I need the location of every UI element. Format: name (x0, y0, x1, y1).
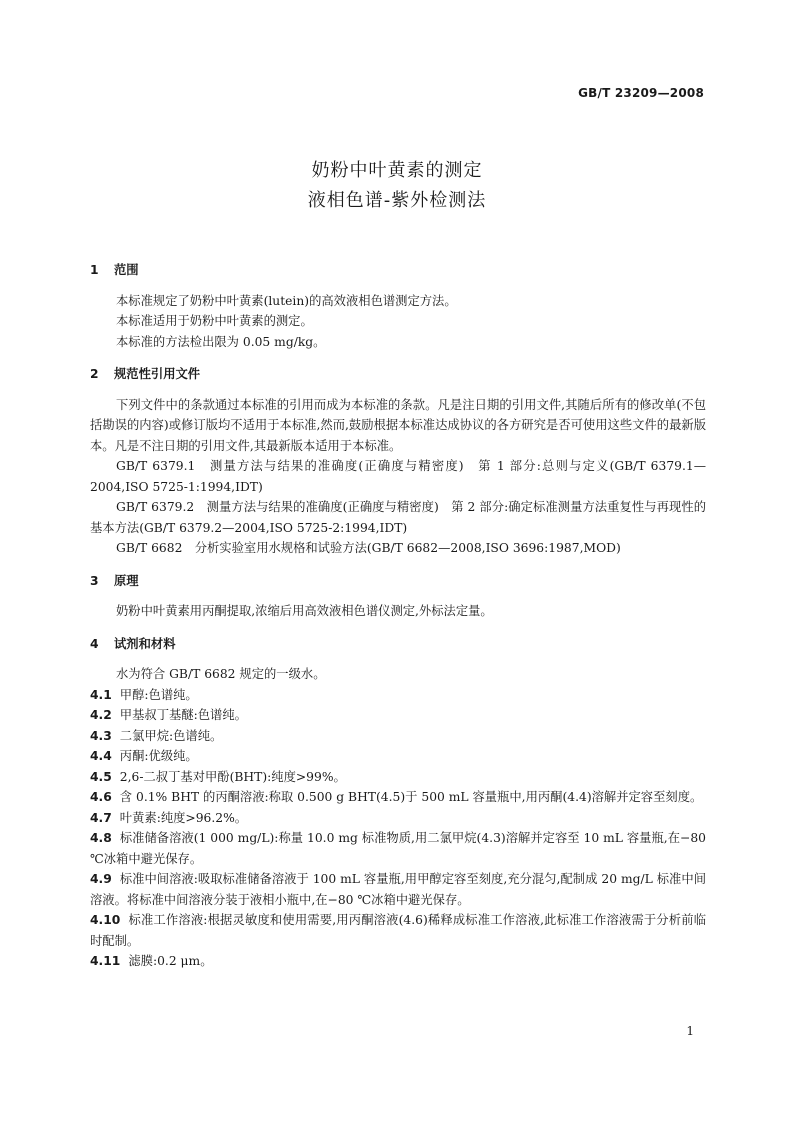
item-number: 4.8 (90, 831, 112, 845)
list-item (90, 787, 706, 808)
paragraph: 本标准适用于奶粉中叶黄素的测定。 (116, 314, 313, 328)
section-title: 原理 (114, 573, 139, 588)
reference-entry: GB/T 6379.1 测量方法与结果的准确度(正确度与精密度) 第 1 部分:总则与定义(GB/T 6379.1—2004,ISO 5725-1:1994,IDT) (90, 459, 706, 494)
section-number: 2 (90, 367, 99, 381)
standard-code: GB/T 23209—2008 (578, 86, 704, 100)
item-text: 甲基叔丁基醚:色谱纯。 (119, 708, 247, 722)
document-body (90, 260, 706, 972)
list-item (90, 685, 706, 706)
item-number: 4.11 (90, 954, 121, 968)
item-text: 标准储备溶液(1 000 mg/L):称量 10.0 mg 标准物质,用二氯甲烷(4.3)溶解并定容至 10 mL 容量瓶,在−80 ℃冰箱中避光保存。 (90, 831, 706, 866)
paragraph: 奶粉中叶黄素用丙酮提取,浓缩后用高效液相色谱仪测定,外标法定量。 (116, 604, 493, 618)
item-number: 4.6 (90, 790, 112, 804)
item-text: 2,6-二叔丁基对甲酚(BHT):纯度>99%。 (119, 769, 346, 784)
list-item (90, 910, 706, 951)
section-title: 范围 (114, 263, 139, 277)
list-item (90, 808, 706, 829)
list-item (90, 726, 706, 747)
list-item (90, 705, 706, 726)
list-item (90, 746, 706, 767)
document-subtitle: 液相色谱-紫外检测法 (307, 190, 487, 211)
item-number: 4.3 (90, 728, 112, 743)
list-item (90, 767, 706, 788)
item-number: 4.1 (90, 687, 112, 702)
list-item (90, 828, 706, 869)
paragraph: 水为符合 GB/T 6682 规定的一级水。 (116, 667, 326, 681)
section-number: 4 (90, 636, 99, 651)
document-title: 奶粉中叶黄素的测定 (311, 160, 483, 181)
item-text: 滤膜:0.2 μm。 (128, 954, 213, 968)
section-4-heading (90, 634, 706, 655)
reference-entry: GB/T 6379.2 测量方法与结果的准确度(正确度与精密度) 第 2 部分:确定标准测量方法重复性与再现性的基本方法(GB/T 6379.2—2004,ISO 5725-2:1994,IDT) (90, 500, 706, 535)
item-text: 丙酮:优级纯。 (119, 749, 198, 763)
section-1-heading (90, 260, 706, 281)
item-number: 4.5 (90, 769, 112, 784)
item-number: 4.2 (90, 708, 112, 722)
item-number: 4.4 (90, 749, 112, 763)
section-title: 试剂和材料 (114, 636, 176, 651)
reference-entry: GB/T 6682 分析实验室用水规格和试验方法(GB/T 6682—2008,ISO 3696:1987,MOD) (116, 541, 621, 555)
list-item (90, 951, 706, 972)
section-3-heading (90, 571, 706, 592)
item-text: 甲醇:色谱纯。 (119, 687, 198, 702)
item-text: 二氯甲烷:色谱纯。 (119, 728, 223, 743)
section-number: 1 (90, 263, 99, 277)
section-number: 3 (90, 573, 99, 588)
item-number: 4.7 (90, 810, 112, 825)
item-text: 含 0.1% BHT 的丙酮溶液:称取 0.500 g BHT(4.5)于 500 mL 容量瓶中,用丙酮(4.4)溶解并定容至刻度。 (119, 790, 703, 804)
item-number: 4.9 (90, 872, 112, 886)
item-text: 标准工作溶液:根据灵敏度和使用需要,用丙酮溶液(4.6)稀释成标准工作溶液,此标准工作溶液需于分析前临时配制。 (90, 913, 706, 948)
paragraph: 下列文件中的条款通过本标准的引用而成为本标准的条款。凡是注日期的引用文件,其随后所有的修改单(不包括勘误的内容)或修订版均不适用于本标准,然而,鼓励根据本标准达成协议的各方研究是否可使用这些文件的最新版本。凡是不注日期的引用文件,其最新版本适用于本标准。 (90, 397, 706, 453)
page-number: 1 (686, 1024, 694, 1038)
paragraph: 本标准规定了奶粉中叶黄素(lutein)的高效液相色谱测定方法。 (116, 293, 457, 308)
paragraph: 本标准的方法检出限为 0.05 mg/kg。 (116, 334, 326, 349)
item-text: 叶黄素:纯度>96.2%。 (119, 810, 248, 825)
item-number: 4.10 (90, 913, 121, 927)
section-2-heading (90, 364, 706, 385)
section-title: 规范性引用文件 (114, 367, 201, 381)
list-item (90, 869, 706, 910)
item-text: 标准中间溶液:吸取标准储备溶液于 100 mL 容量瓶,用甲醇定容至刻度,充分混匀,配制成 20 mg/L 标准中间溶液。将标准中间溶液分装于液相小瓶中,在−80 ℃冰箱中避光保存。 (90, 872, 706, 907)
